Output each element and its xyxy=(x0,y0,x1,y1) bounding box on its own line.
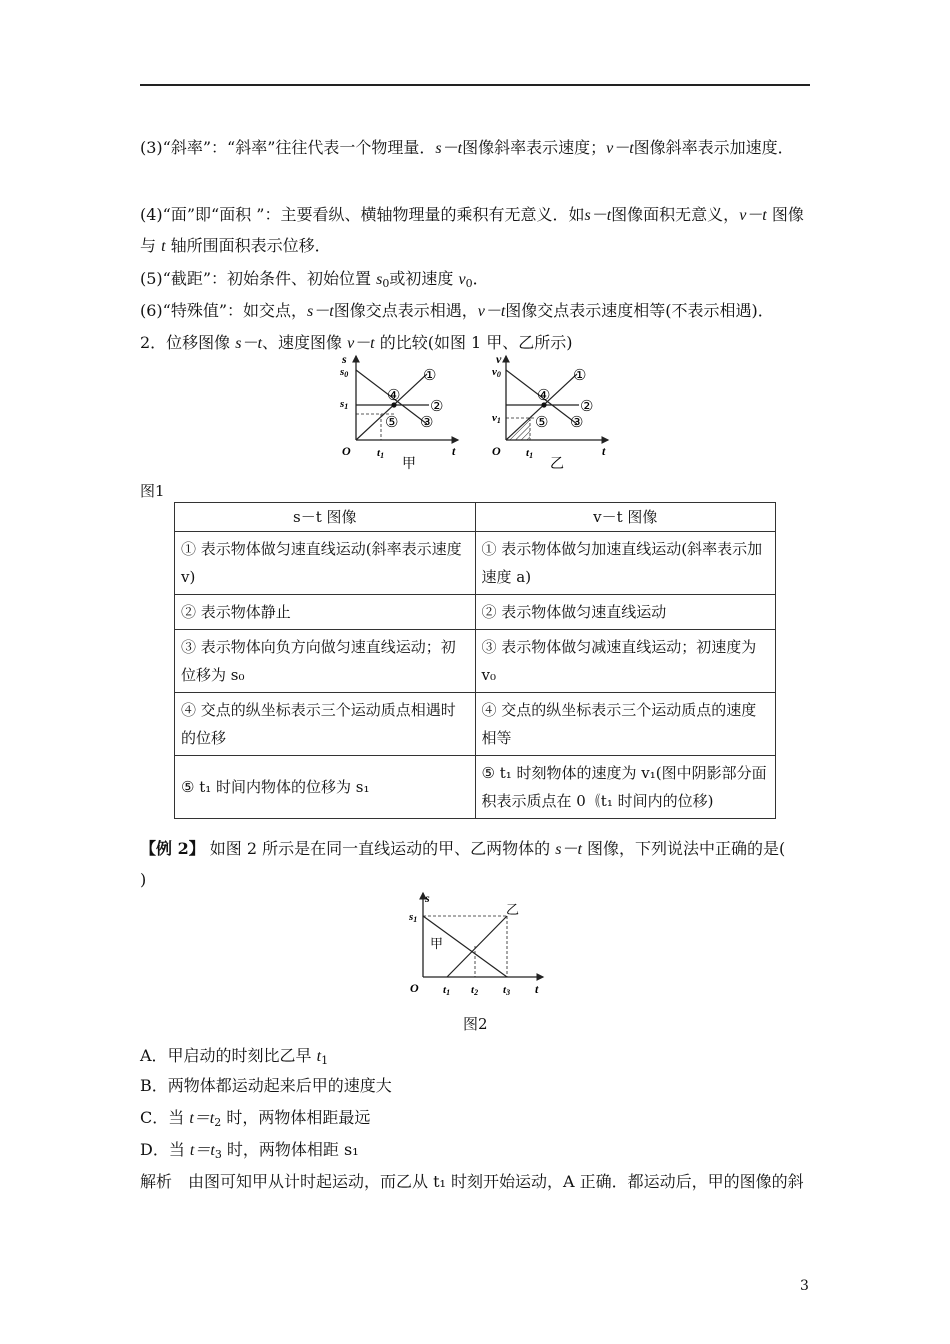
table-cell: ④ 交点的纵坐标表示三个运动质点的速度相等 xyxy=(475,693,776,756)
x-axis-label: t xyxy=(602,444,606,458)
t1-label: t1 xyxy=(443,984,451,997)
table-cell: ③ 表示物体向负方向做匀速直线运动；初位移为 s₀ xyxy=(175,630,476,693)
t1-label: t1 xyxy=(526,447,534,460)
label-2: ② xyxy=(430,399,444,415)
table-cell: ② 表示物体做匀速直线运动 xyxy=(475,595,776,630)
table-cell: ⑤ t₁ 时刻物体的速度为 v₁(图中阴影部分面积表示质点在 0｟t₁ 时间内的位移) xyxy=(475,756,776,819)
figure1-st-graph xyxy=(330,352,465,470)
label-1: ① xyxy=(423,368,437,384)
label-5: ⑤ xyxy=(535,415,549,431)
table-row xyxy=(175,756,776,819)
label-4: ④ xyxy=(387,388,401,404)
label-3: ③ xyxy=(420,415,434,431)
origin-label: O xyxy=(492,444,501,458)
paragraph-area: (4)“面”即“面积 ”：主要看纵、横轴物理量的乘积有无意义．如s－t图像面积无意义，v－t 图像与 t 轴所围面积表示位移． xyxy=(140,205,804,255)
paragraph-comparison-intro: 2．位移图像 s－t、速度图像 v－t 的比较(如图 1 甲、乙所示) xyxy=(140,333,573,352)
y-axis-label: s xyxy=(425,891,430,905)
t3-label: t3 xyxy=(503,984,511,997)
table-row xyxy=(175,693,776,756)
figure2-caption: 图2 xyxy=(463,1015,488,1033)
y-axis-label: v xyxy=(496,352,502,366)
v1-label: v1 xyxy=(492,412,501,425)
table-cell: ① 表示物体做匀速直线运动(斜率表示速度 v) xyxy=(175,532,476,595)
option-c: C．当 $t=t_2$ 时，两物体相距最远 xyxy=(140,1108,371,1129)
t1-label: t1 xyxy=(377,447,385,460)
table-cell: ⑤ t₁ 时间内物体的位移为 s₁ xyxy=(175,756,476,819)
label-4: ④ xyxy=(537,388,551,404)
line-yi xyxy=(447,916,507,977)
table-cell: ① 表示物体做匀加速直线运动(斜率表示加速度 a) xyxy=(475,532,776,595)
table-row xyxy=(175,630,776,693)
figure1-caption: 图1 xyxy=(140,482,165,500)
origin-label: O xyxy=(342,444,351,458)
label-1: ① xyxy=(573,368,587,384)
example2-question: 【例 2】 如图 2 所示是在同一直线运动的甲、乙两物体的 s－t 图像，下列说法中正确的是( ) xyxy=(140,839,786,889)
x-axis-label: t xyxy=(452,444,456,458)
header-rule xyxy=(140,84,810,86)
table-header-vt: v－t 图像 xyxy=(475,503,776,532)
figure2-st-graph xyxy=(403,890,553,1000)
table-row xyxy=(175,532,776,595)
s1-label: s1 xyxy=(409,911,418,924)
v0-label: v0 xyxy=(492,366,501,379)
t2-label: t2 xyxy=(471,984,479,997)
figure1-vt-graph xyxy=(490,352,625,470)
option-d: D．当 $t=t_3$ 时，两物体相距 s₁ xyxy=(140,1140,359,1161)
table-cell: ② 表示物体静止 xyxy=(175,595,476,630)
paragraph-special-value: (6)“特殊值”：如交点，s－t图像交点表示相遇，v－t图像交点表示速度相等(不表示相遇)． xyxy=(140,301,774,320)
paragraph-slope: (3)“斜率”：“斜率”往往代表一个物理量．s－t图像斜率表示速度；v－t图像斜率表示加速度． xyxy=(140,138,794,157)
fig1-left-caption: 甲 xyxy=(402,457,416,470)
label-2: ② xyxy=(580,399,594,415)
paragraph-intercept: (5)“截距”：初始条件、初始位置 $s_0$或初速度 $v_0$． xyxy=(140,269,489,290)
yi-label: 乙 xyxy=(506,902,520,917)
table-cell: ④ 交点的纵坐标表示三个运动质点相遇时的位移 xyxy=(175,693,476,756)
label-5: ⑤ xyxy=(385,415,399,431)
s0-label: s0 xyxy=(340,366,349,379)
origin-label: O xyxy=(410,981,419,995)
option-b: B．两物体都运动起来后甲的速度大 xyxy=(140,1076,392,1095)
x-axis-label: t xyxy=(535,982,539,996)
s1-label: s1 xyxy=(340,398,349,411)
y-axis-label: s xyxy=(342,352,347,366)
option-a: A．甲启动的时刻比乙早 $t_1$ xyxy=(140,1046,329,1067)
table-header-st: s－t 图像 xyxy=(175,503,476,532)
comparison-table xyxy=(174,502,776,819)
page-number: 3 xyxy=(800,1278,809,1294)
analysis-text: 解析 由图可知甲从计时起运动，而乙从 t₁ 时刻开始运动，A 正确．都运动后，甲的图像的斜 xyxy=(140,1172,804,1191)
table-header-row xyxy=(175,503,776,532)
fig1-right-caption: 乙 xyxy=(550,457,564,470)
label-3: ③ xyxy=(570,415,584,431)
jia-label: 甲 xyxy=(430,936,444,951)
table-cell: ③ 表示物体做匀减速直线运动；初速度为 v₀ xyxy=(475,630,776,693)
table-row xyxy=(175,595,776,630)
